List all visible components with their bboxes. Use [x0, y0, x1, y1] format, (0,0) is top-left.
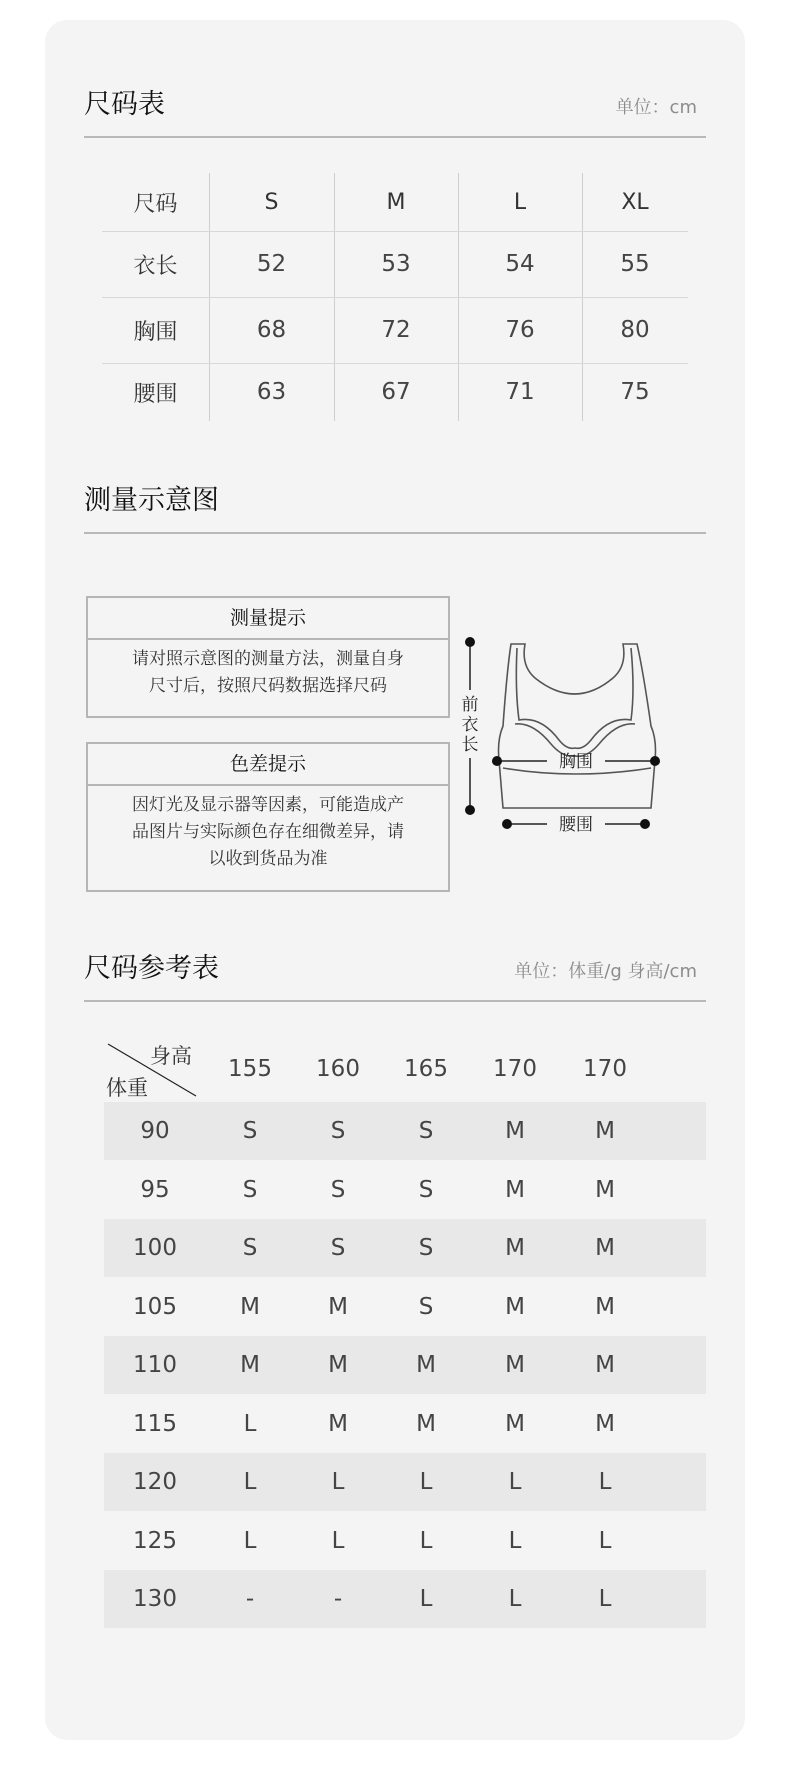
measurement-tip-line: 请对照示意图的测量方法，测量自身: [132, 649, 404, 669]
weight-cell: 110: [133, 1352, 177, 1378]
weight-cell: 90: [140, 1118, 170, 1144]
size-cell: -: [333, 1586, 343, 1612]
size-cell: S: [418, 1293, 434, 1320]
size-cell: M: [328, 1410, 348, 1437]
color-tip-line: 品图片与实际颜色存在细微差异，请: [132, 822, 404, 842]
color-tip-line: 以收到货品为准: [208, 849, 328, 869]
weight-cell: 125: [133, 1527, 177, 1554]
size-header-cell: 衣长: [133, 253, 178, 279]
weight-cell: 105: [133, 1293, 177, 1320]
size-header-cell: 胸围: [133, 319, 178, 345]
height-header-cell: 155: [228, 1056, 272, 1082]
size-header-cell: S: [264, 189, 279, 215]
size-cell: M: [595, 1235, 615, 1261]
garment-outline: [499, 644, 656, 808]
size-cell: S: [418, 1235, 434, 1261]
size-cell: L: [243, 1469, 257, 1495]
weight-cell: 120: [133, 1469, 177, 1495]
height-header-cell: 170: [583, 1056, 627, 1082]
waist-label: 腰围: [559, 815, 593, 835]
weight-cell: 115: [133, 1410, 177, 1437]
chest-start-dot: [492, 756, 502, 766]
size-value-cell: 76: [505, 317, 535, 343]
size-chart-unit: 单位：cm: [615, 97, 697, 118]
size-header-cell: 尺码: [133, 191, 178, 217]
weight-cell: 95: [140, 1176, 170, 1203]
size-cell: S: [330, 1235, 346, 1261]
size-cell: M: [595, 1176, 615, 1203]
table-row: [104, 1102, 706, 1160]
weight-cell: 100: [133, 1235, 177, 1261]
measurement-tip-title: 测量提示: [88, 598, 448, 640]
size-cell: M: [595, 1352, 615, 1378]
size-cell: M: [595, 1410, 615, 1437]
size-value-cell: 55: [620, 251, 650, 277]
size-cell: L: [243, 1410, 257, 1437]
chest-label: 胸围: [559, 752, 593, 772]
size-cell: S: [242, 1176, 258, 1203]
size-cell: S: [242, 1235, 258, 1261]
size-cell: M: [240, 1352, 260, 1378]
size-cell: M: [595, 1293, 615, 1320]
size-header-cell: 腰围: [133, 381, 178, 407]
corner-height-label: 身高: [150, 1044, 192, 1068]
size-cell: L: [598, 1469, 612, 1495]
bra-measurement-diagram: [455, 630, 695, 840]
table-row: [104, 1161, 706, 1219]
table-row: [104, 1336, 706, 1394]
measurement-tip-line: 尺寸后，按照尺码数据选择尺码: [149, 676, 387, 696]
chest-end-dot: [650, 756, 660, 766]
section-divider: [84, 1000, 706, 1002]
size-cell: L: [508, 1586, 522, 1612]
waist-end-dot: [640, 819, 650, 829]
table-row: [104, 1570, 706, 1628]
size-cell: L: [331, 1527, 345, 1554]
height-header-cell: 165: [404, 1056, 448, 1082]
measurement-tip-box: [86, 596, 450, 718]
size-cell: S: [330, 1118, 346, 1144]
measurement-tip-text: [88, 640, 448, 706]
size-value-cell: 67: [381, 379, 411, 405]
table-row: [104, 1512, 706, 1570]
height-header-cell: 160: [316, 1056, 360, 1082]
size-cell: L: [598, 1527, 612, 1554]
size-cell: M: [505, 1352, 525, 1378]
size-cell: M: [416, 1352, 436, 1378]
size-cell: M: [505, 1293, 525, 1320]
table-row: [104, 1278, 706, 1336]
size-value-cell: 54: [505, 251, 535, 277]
size-cell: M: [595, 1118, 615, 1144]
size-cell: M: [328, 1293, 348, 1320]
size-header-cell: M: [386, 189, 406, 215]
color-tip-text: [88, 786, 448, 879]
reference-header-row: [104, 1036, 706, 1102]
size-cell: L: [508, 1527, 522, 1554]
size-value-cell: 52: [256, 251, 287, 277]
size-chart-table: [102, 173, 688, 421]
size-cell: M: [505, 1410, 525, 1437]
size-value-cell: 72: [381, 317, 411, 343]
size-cell: L: [508, 1469, 522, 1495]
size-cell: M: [240, 1293, 260, 1320]
size-value-cell: 53: [381, 251, 411, 277]
waist-start-dot: [502, 819, 512, 829]
table-row: [104, 1395, 706, 1453]
length-start-dot: [465, 637, 475, 647]
size-cell: S: [330, 1176, 346, 1203]
size-cell: L: [598, 1586, 612, 1612]
size-cell: M: [328, 1352, 348, 1378]
table-row: [104, 1219, 706, 1277]
weight-cell: 130: [133, 1586, 177, 1612]
section-divider: [84, 532, 706, 534]
measurement-title: 测量示意图: [84, 485, 219, 516]
size-cell: L: [419, 1586, 433, 1612]
size-cell: S: [418, 1176, 434, 1203]
color-tip-title: 色差提示: [88, 744, 448, 786]
size-cell: S: [242, 1118, 258, 1144]
size-cell: S: [418, 1118, 434, 1144]
size-cell: M: [505, 1235, 525, 1261]
size-header-cell: XL: [621, 189, 649, 215]
size-cell: L: [243, 1527, 257, 1554]
color-tip-line: 因灯光及显示器等因素，可能造成产: [132, 795, 404, 815]
size-cell: M: [505, 1118, 525, 1144]
size-cell: -: [245, 1586, 255, 1612]
length-label-char: 长: [461, 735, 479, 755]
size-cell: M: [416, 1410, 436, 1437]
size-value-cell: 71: [505, 379, 535, 405]
size-value-cell: 80: [620, 317, 650, 343]
size-chart-title: 尺码表: [84, 89, 165, 120]
table-row: [104, 1453, 706, 1511]
reference-title: 尺码参考表: [84, 953, 219, 984]
length-end-dot: [465, 805, 475, 815]
size-header-cell: L: [513, 189, 527, 215]
size-cell: M: [505, 1176, 525, 1203]
reference-unit: 单位：体重/g 身高/cm: [514, 961, 697, 982]
length-label-char: 衣: [461, 715, 479, 735]
size-value-cell: 68: [256, 317, 287, 343]
size-cell: L: [331, 1469, 345, 1495]
height-header-cell: 170: [493, 1056, 537, 1082]
size-value-cell: 63: [256, 379, 287, 405]
color-tip-box: [86, 742, 450, 892]
section-divider: [84, 136, 706, 138]
corner-weight-label: 体重: [106, 1076, 148, 1100]
size-value-cell: 75: [620, 379, 650, 405]
size-cell: L: [419, 1469, 433, 1495]
size-cell: L: [419, 1527, 433, 1554]
length-label-char: 前: [461, 695, 479, 715]
